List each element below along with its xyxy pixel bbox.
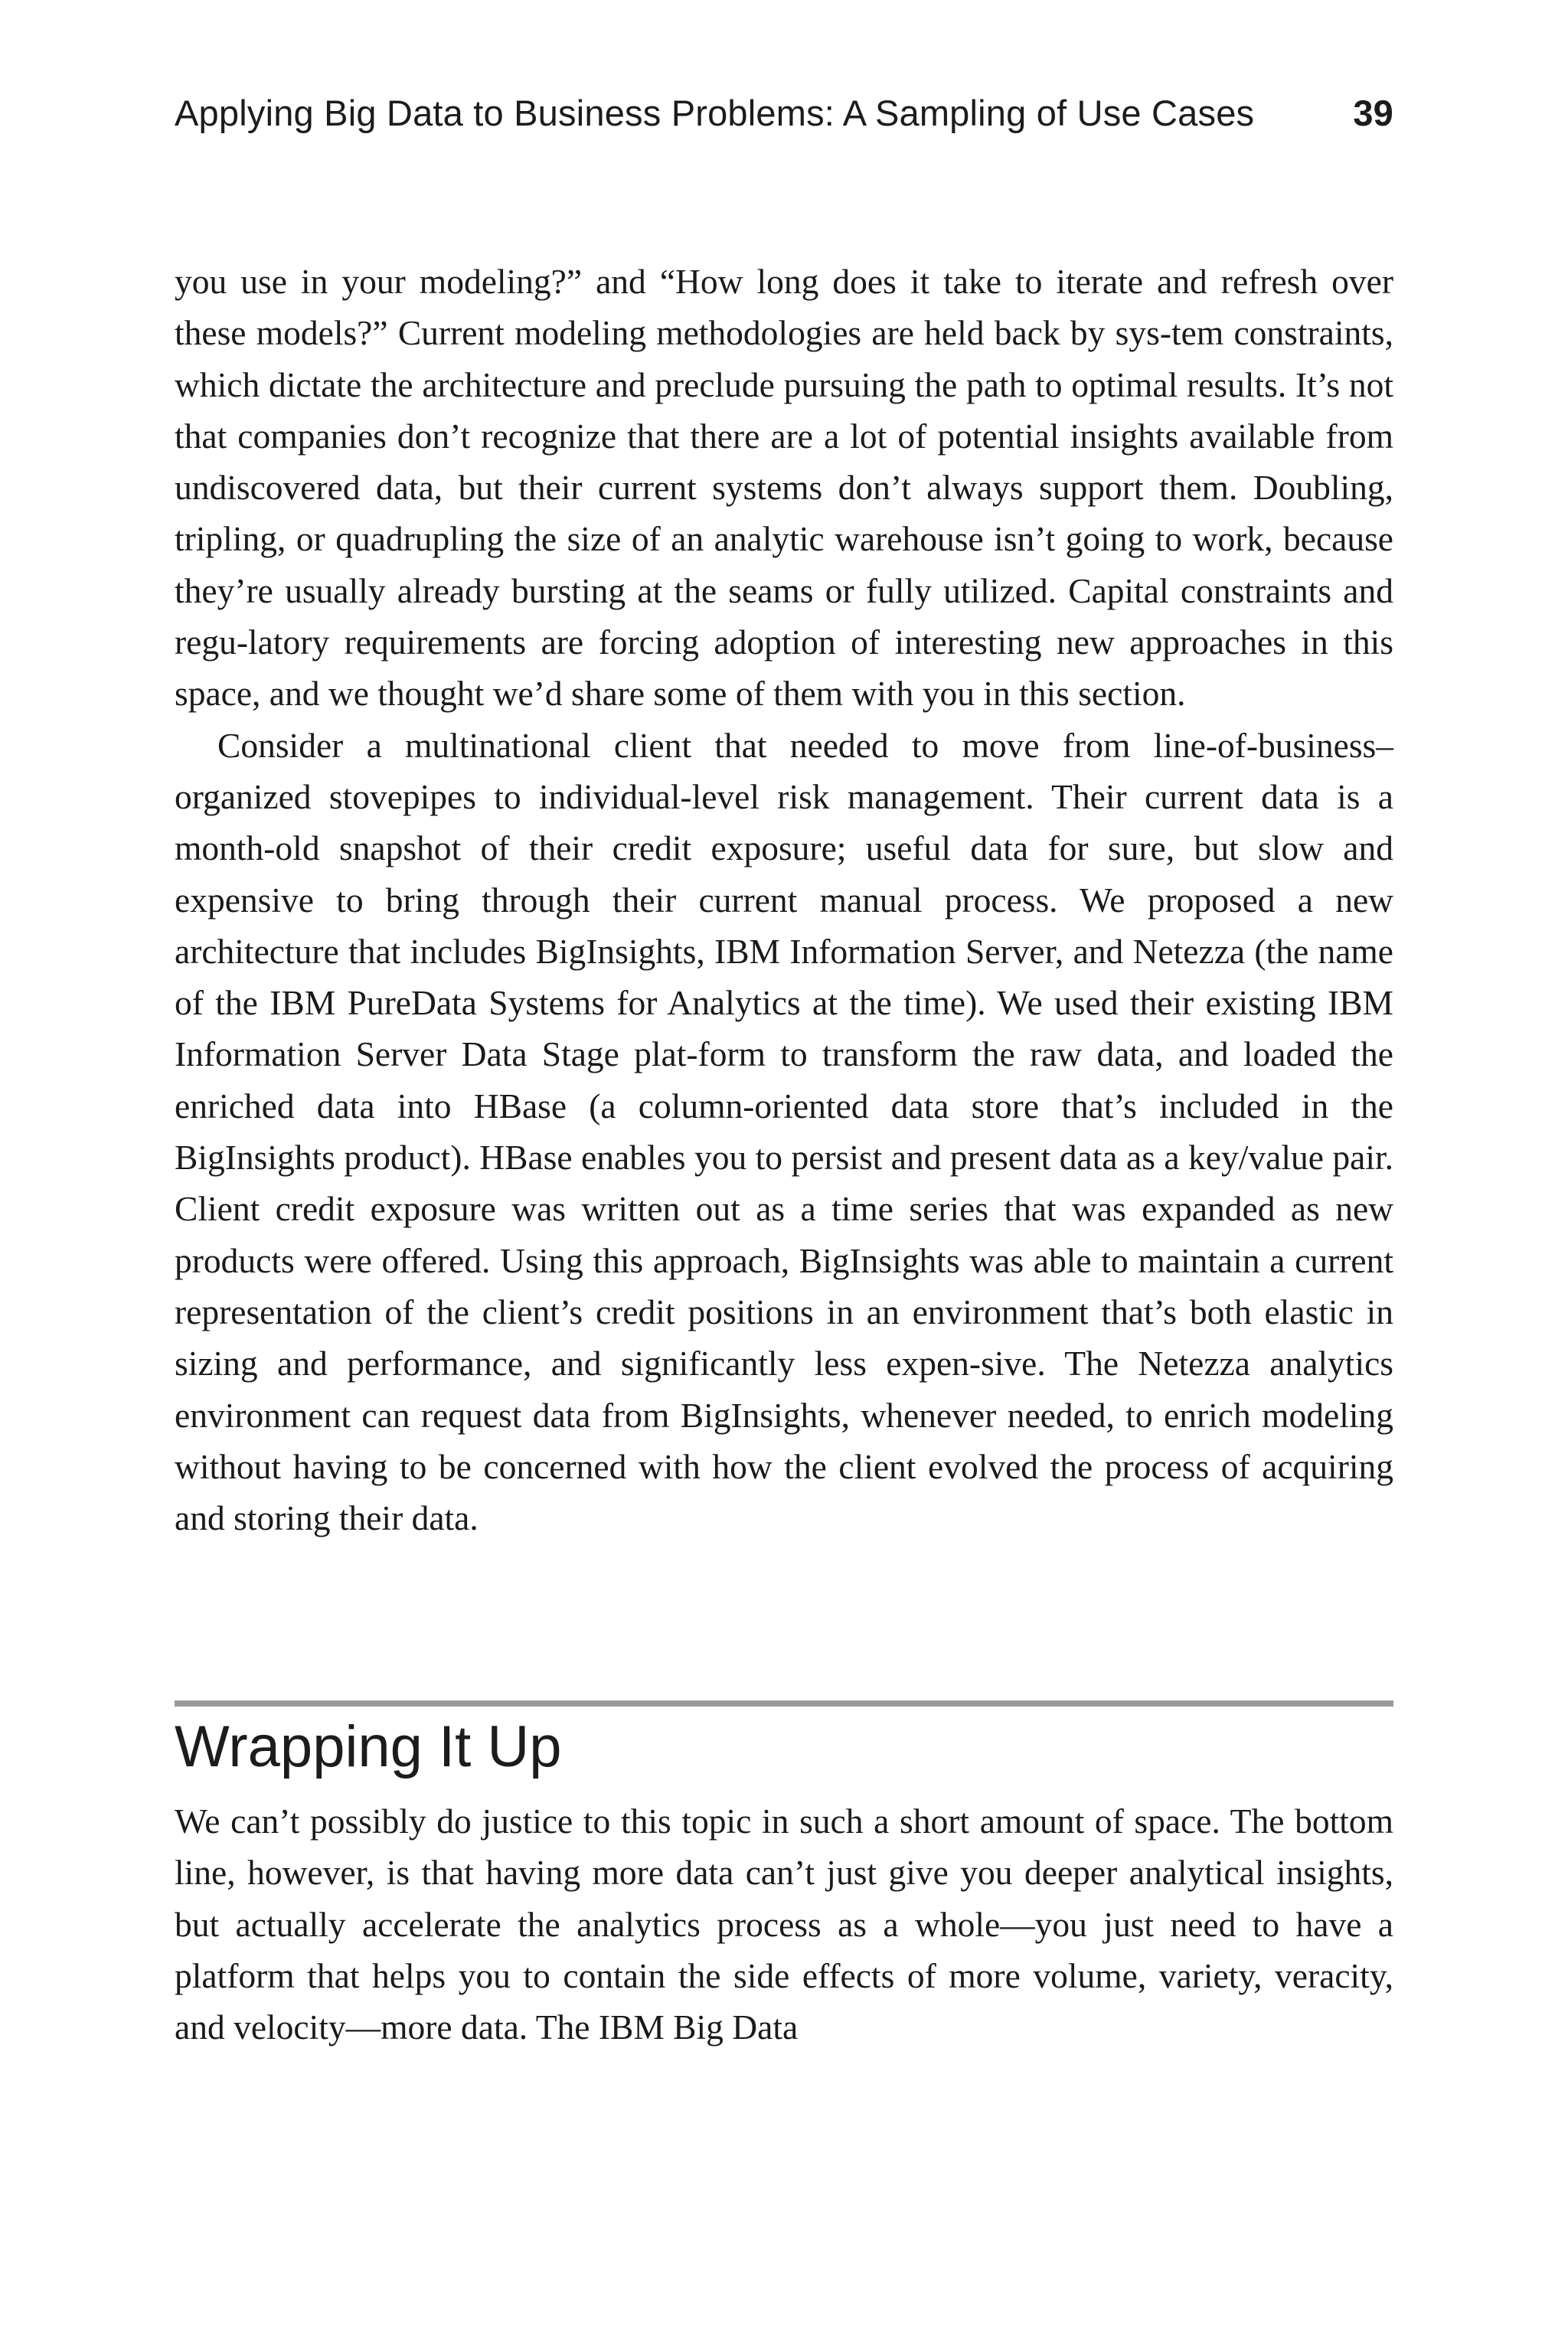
section-paragraph: We can’t possibly do justice to this topic in such a short amount of space. The bottom line, however, is that having more data can’t just give you deeper analytical insights, but actually accelerate the analytics process as a whole—you just need to have a platform that helps you to contain the side effects of more volume, variety, veracity, and velocity—more data. The IBM Big Data — [175, 1802, 1393, 2047]
body-text-block — [175, 256, 1393, 1544]
section-heading: Wrapping It Up — [175, 1714, 562, 1779]
body-paragraph: you use in your modeling?” and “How long does it take to iterate and refresh over these models?” Current modeling methodologies are held back by sys-tem constraints, which dictate the architecture and preclude pursuing the path to optimal results. It’s not that companies don’t recognize that there are a lot of potential insights available from undiscovered data, but their current systems don’t always support them. Doubling, tripling, or quadrupling the size of an analytic warehouse isn’t going to work, because they’re usually already bursting at the seams or fully utilized. Capital constraints and regu-latory requirements are forcing adoption of interesting new approaches in this space, and we thought we’d share some of them with you in this section. — [175, 262, 1393, 714]
running-header — [175, 92, 1393, 134]
section-divider-rule — [175, 1700, 1393, 1707]
running-title: Applying Big Data to Business Problems: A Sampling of Use Cases — [175, 93, 1255, 133]
body-paragraph: Consider a multinational client that needed to move from line-of-business–organized stovepipes to individual-level risk management. Their current data is a month-old snapshot of their credit exposure; useful data for sure, but slow and expensive to bring through their current manual process. We proposed a new architecture that includes BigInsights, IBM Information Server, and Netezza (the name of the IBM PureData Systems for Analytics at the time). We used their existing IBM Information Server Data Stage plat-form to transform the raw data, and loaded the enriched data into HBase (a column-oriented data store that’s included in the BigInsights product). HBase enables you to persist and present data as a key/value pair. Client credit exposure was written out as a time series that was expanded as new products were offered. Using this approach, BigInsights was able to maintain a current representation of the client’s credit positions in an environment that’s both elastic in sizing and performance, and significantly less expen-sive. The Netezza analytics environment can request data from BigInsights, whenever needed, to enrich modeling without having to be concerned with how the client evolved the process of acquiring and storing their data. — [175, 725, 1393, 1538]
section-text-block — [175, 1795, 1393, 2053]
page-number: 39 — [1353, 93, 1393, 133]
